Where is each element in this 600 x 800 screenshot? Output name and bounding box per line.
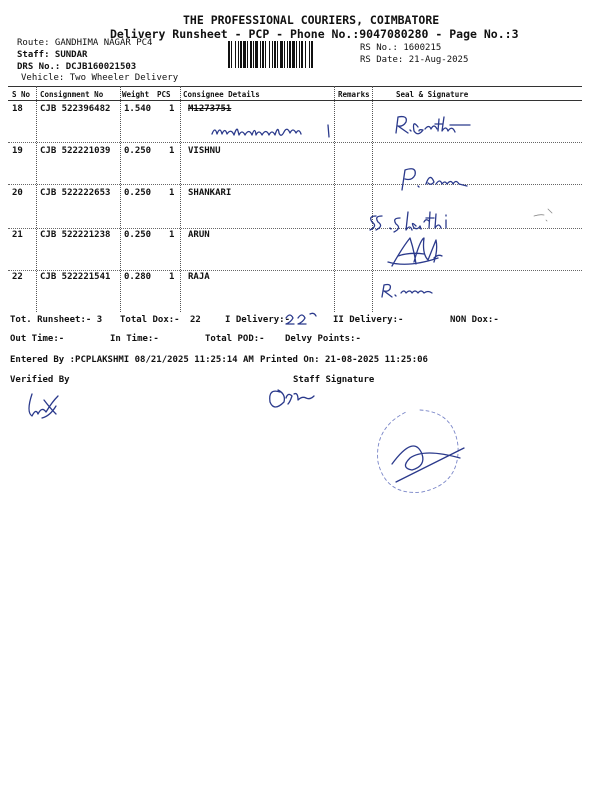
row-separator (8, 184, 582, 185)
row-pcs: 1 (169, 104, 175, 114)
barcode (228, 41, 356, 68)
verified-by-signature (22, 390, 62, 422)
col-header-pcs: PCS (157, 90, 171, 99)
row-pcs: 1 (169, 146, 175, 156)
row-consignee: VISHNU (188, 146, 221, 156)
col-header-sno: S No (12, 90, 31, 99)
verified-by-label: Verified By (10, 375, 70, 385)
row-pcs: 1 (169, 272, 175, 282)
ii-delivery: II Delivery:- (333, 315, 404, 325)
row-consignment: CJB 522221039 (40, 146, 111, 156)
col-divider (372, 86, 373, 312)
row-consignment: CJB 522221238 (40, 230, 111, 240)
in-time: In Time:- (110, 334, 159, 344)
staff-signature-label: Staff Signature (293, 375, 375, 385)
table-top-rule (8, 86, 582, 87)
i-delivery: I Delivery:- (225, 315, 291, 325)
handwritten-consignee-name (210, 118, 335, 142)
col-divider (120, 86, 121, 312)
row-weight: 0.250 (124, 230, 152, 240)
total-dox-value: 22 (190, 315, 201, 325)
rs-number: RS No.: 1600215 (360, 43, 442, 53)
total-dox-label: Total Dox:- (120, 315, 180, 325)
table-header-rule (8, 100, 582, 101)
handwritten-signature (392, 113, 472, 135)
row-weight: 0.250 (124, 188, 152, 198)
row-consignment: CJB 522222653 (40, 188, 111, 198)
row-consignee: M1273751 (188, 104, 232, 114)
row-sno: 18 (12, 104, 23, 114)
col-header-seal-signature: Seal & Signature (396, 90, 469, 99)
col-divider (180, 86, 181, 312)
col-divider (36, 86, 37, 312)
route-label: Route: GANDHIMA NAGAR PC4 (17, 38, 153, 48)
row-separator (8, 142, 582, 143)
col-header-weight: Weight (122, 90, 150, 99)
printed-on: Printed On: 21-08-2025 11:25:06 (260, 355, 428, 365)
row-consignment: CJB 522396482 (40, 104, 111, 114)
row-consignee: RAJA (188, 272, 210, 282)
row-weight: 0.250 (124, 146, 152, 156)
stray-mark (532, 206, 556, 224)
col-header-remarks: Remarks (338, 90, 370, 99)
row-separator (8, 270, 582, 271)
rs-date: RS Date: 21-Aug-2025 (360, 55, 469, 65)
row-separator (8, 228, 582, 229)
tot-runsheet: Tot. Runsheet:- 3 (10, 315, 103, 325)
row-consignment: CJB 522221541 (40, 272, 111, 282)
signature-scribble (386, 232, 448, 272)
drs-number: DRS No.: DCJB160021503 (17, 62, 137, 72)
runsheet-title: Delivery Runsheet - PCP - Phone No.:9047080280 - Page No.:3 (110, 27, 519, 41)
delvy-points: Delvy Points:- (285, 334, 361, 344)
staff-label: Staff: SUNDAR (17, 50, 88, 60)
row-sno: 19 (12, 146, 23, 156)
row-consignee: SHANKARI (188, 188, 232, 198)
handwritten-signature (366, 208, 462, 234)
row-sno: 22 (12, 272, 23, 282)
total-pod: Total POD:- (205, 334, 265, 344)
row-weight: 1.540 (124, 104, 152, 114)
out-time: Out Time:- (10, 334, 65, 344)
row-sno: 20 (12, 188, 23, 198)
row-pcs: 1 (169, 188, 175, 198)
staff-signature (266, 384, 316, 414)
handwritten-signature (379, 283, 445, 299)
row-weight: 0.280 (124, 272, 152, 282)
col-header-consignment: Consignment No (40, 90, 104, 99)
row-sno: 21 (12, 230, 23, 240)
seal-stamp (372, 404, 468, 500)
row-consignee: ARUN (188, 230, 210, 240)
handwritten-signature (396, 164, 474, 194)
col-header-consignee: Consignee Details (183, 90, 260, 99)
non-dox: NON Dox:- (450, 315, 499, 325)
vehicle-label: Vehicle: Two Wheeler Delivery (21, 73, 179, 83)
entered-by: Entered By :PCPLAKSHMI 08/21/2025 11:25:14 AM (10, 355, 254, 365)
company-name: THE PROFESSIONAL COURIERS, COIMBATORE (183, 13, 440, 27)
row-pcs: 1 (169, 230, 175, 240)
